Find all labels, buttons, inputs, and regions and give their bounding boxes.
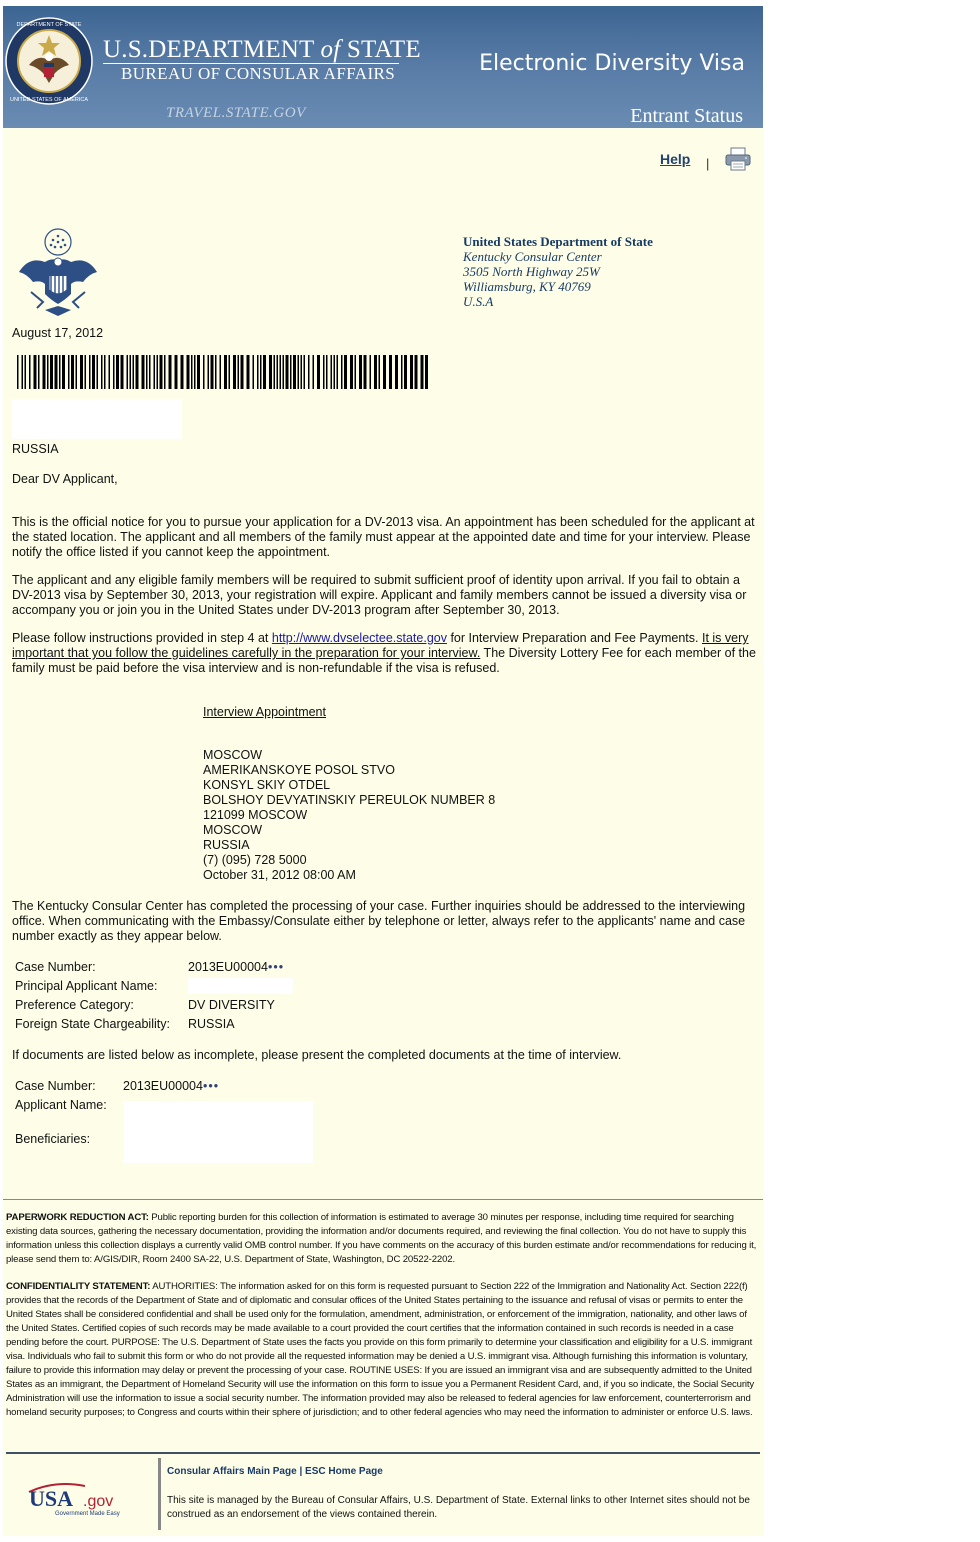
address-line: 3505 North Highway 25W [463,264,600,279]
case-number-text: 2013EU00004 [188,960,268,974]
appointment-line: 121099 MOSCOW [203,808,308,822]
section-divider [3,1199,763,1200]
appointment-line: BOLSHOY DEVYATINSKIY PEREULOK NUMBER 8 [203,793,496,807]
sender-address [463,234,653,309]
footer-divider-line [6,1452,760,1454]
toolbar-separator: | [706,156,710,171]
paragraph-instructions [12,631,764,676]
paragraph-notice: This is the official notice for you to pursue your application for a DV-2013 visa. An appointment has been scheduled for the applicant at the stated location. The applicant and all members of the family must appear at the appointed date and time for your interview. Please notify the office listed if you cannot keep the appointment. [12,515,755,559]
case-number-label: Case Number: [15,960,96,974]
instructions-text: for Interview Preparation and Fee Payments. [446,631,702,645]
important-notice: It is very important that you follow the guidelines carefully in the preparation for your interview. [12,631,749,660]
appointment-line: MOSCOW [203,748,263,762]
redacted-principal-name [188,978,293,994]
usa-gov-logo-icon[interactable] [25,1478,137,1518]
case-number-value [123,1079,219,1093]
preference-label: Preference Category: [15,998,134,1012]
appointment-datetime: October 31, 2012 08:00 AM [203,868,356,882]
paperwork-reduction-act [6,1211,758,1267]
paragraph-documents: If documents are listed below as incomplete, please present the completed documents at the time of interview. [12,1048,622,1062]
logo-tagline-text: Government Made Easy [55,1511,120,1517]
principal-name-label: Principal Applicant Name: [15,979,158,993]
address-line: U.S.A [463,294,494,309]
printer-icon[interactable] [725,147,751,171]
letter-page [3,6,763,1536]
travel-state-gov-link[interactable]: TRAVEL.STATE.GOV [166,105,306,121]
address-line: Kentucky Consular Center [463,249,602,264]
preference-value: DV DIVERSITY [188,998,275,1012]
logo-gov-text: .gov [83,1493,114,1510]
address-line: Williamsburg, KY 40769 [463,279,591,294]
paperwork-title: PAPERWORK REDUCTION ACT: [6,1212,149,1223]
appointment-line: (7) (095) 728 5000 [203,853,307,867]
appointment-line: AMERIKANSKOYE POSOL STVO [203,763,395,777]
greeting: Dear DV Applicant, [12,472,118,486]
appointment-heading: Interview Appointment [203,705,326,719]
great-seal-icon [15,226,101,320]
masked-digits: ••• [267,960,285,974]
sender-org: United States Department of State [463,234,653,249]
appointment-line: KONSYL SKIY OTDEL [203,778,331,792]
appointment-line: MOSCOW [203,823,263,837]
paragraph-processing: The Kentucky Consular Center has completed the processing of your case. Further inquiries should be addressed to the interviewing office. When communicating with the Embassy/Consulate either by telephone or letter, always refer to the applicants' name and case number exactly as they appear below. [12,899,746,943]
applicant-name-label: Applicant Name: [15,1098,107,1112]
confidentiality-statement [6,1280,758,1420]
chargeability-value: RUSSIA [188,1017,235,1031]
confidentiality-title: CONFIDENTIALITY STATEMENT: [6,1281,151,1292]
instructions-text: The Diversity Lottery Fee for each member of the family must be paid before the visa interview and is non-refundable if the visa is refused. [12,646,756,675]
redacted-applicant-names [123,1101,313,1163]
appointment-details [203,748,495,883]
help-link[interactable]: Help [660,151,691,167]
site-header [3,6,763,128]
letter-date: August 17, 2012 [12,326,104,340]
department-title: U.S.DEPARTMENT of STATE [103,36,421,63]
paragraph-identity: The applicant and any eligible family members will be required to submit sufficient proof of identity upon arrival. If you fail to obtain a DV-2013 visa by September 30, 2013, your registration will expire. Applicant and family members cannot be issued a diversity visa or accompany you or join you in the United States under DV-2013 program after September 30, 2013. [12,573,747,617]
case-number-value [188,960,284,974]
footer-disclaimer: This site is managed by the Bureau of Consular Affairs, U.S. Department of State. External links to other Internet sites should not be construed as an endorsement of the views contained therein. [167,1495,750,1520]
footer-link-separator: | [296,1466,306,1477]
app-title: Electronic Diversity Visa [479,51,745,76]
case-number-text: 2013EU00004 [123,1079,203,1093]
svg-text:UNITED STATES OF AMERICA: UNITED STATES OF AMERICA [9,97,89,103]
dvselectee-link[interactable]: http://www.dvselectee.state.gov [271,631,447,645]
recipient-country: RUSSIA [12,442,59,456]
case-number-label: Case Number: [15,1079,96,1093]
barcode-icon [17,355,429,389]
beneficiaries-label: Beneficiaries: [15,1132,91,1146]
esc-home-link[interactable]: ESC Home Page [305,1466,383,1477]
svg-text:DEPARTMENT OF STATE: DEPARTMENT OF STATE [16,22,82,28]
department-seal-icon [5,17,93,105]
chargeability-label: Foreign State Chargeability: [15,1017,170,1031]
paperwork-text: Public reporting burden for this collection of information is estimated to average 30 minutes per response, including time required for searching existing data sources, gathering the necessary documentation, providing the information and/or documents required, and reviewing the final collection. You do not have to supply this information unless this collection displays a currently valid OMB control number. If you have comments on the accuracy of this burden estimate and/or recommendations for reducing it, please send them to: A/GIS/DIR, Room 2400 SA-22, U.S. Department of State, Washington, DC 20522-2202. [6,1212,757,1265]
consular-affairs-link[interactable]: Consular Affairs Main Page [167,1466,297,1477]
logo-usa-text: USA [29,1486,74,1511]
redacted-recipient-name [12,399,182,439]
masked-digits: ••• [202,1079,220,1093]
page-subtitle: Entrant Status [630,105,743,127]
footer-links [167,1466,383,1477]
footer-vertical-divider [158,1458,161,1530]
confidentiality-text: AUTHORITIES: The information asked for on this form is requested pursuant to Section 222 of the Immigration and Nationality Act. Section 222(f) provides that the records of the Department of State and of diplomatic and consular offices of the United States pertaining to the issuance and refusal of visas or permits to enter the United States shall be considered confidential and shall be used only for the formulation, amendment, administration, or enforcement of the immigration, nationality, and other laws of the United States. Certified copies of such records may be made available to a court provided the court certifies that the information contained in such records is needed in a case pending before the court. PURPOSE: The U.S. Department of State uses the facts you provide on this form primarily to determine your classification and eligibility for a U.S. immigrant visa. Individuals who fail to submit this form or who do not provide all the requested information may be denied a U.S. immigrant visa. Although furnishing this information is voluntary, failure to provide this information may delay or prevent the processing of your case. ROUTINE USES: If you are issued an immigrant visa and are subsequently admitted to the United States as an immigrant, the Department of Homeland Security will use the information on this form to issue you a Permanent Resident Card, and, if you so indicate, the Social Security Administration will use the information to issue a social security number. The information provided may also be released to federal agencies for law enforcement, counterterrorism and homeland security purposes; to Congress and courts within their sphere of jurisdiction; and to other federal agencies who may need the information to administer or enforce U.S. laws. [6,1281,755,1418]
appointment-line: RUSSIA [203,838,250,852]
bureau-title: BUREAU OF CONSULAR AFFAIRS [121,64,396,83]
instructions-text: Please follow instructions provided in step 4 at [12,631,272,645]
